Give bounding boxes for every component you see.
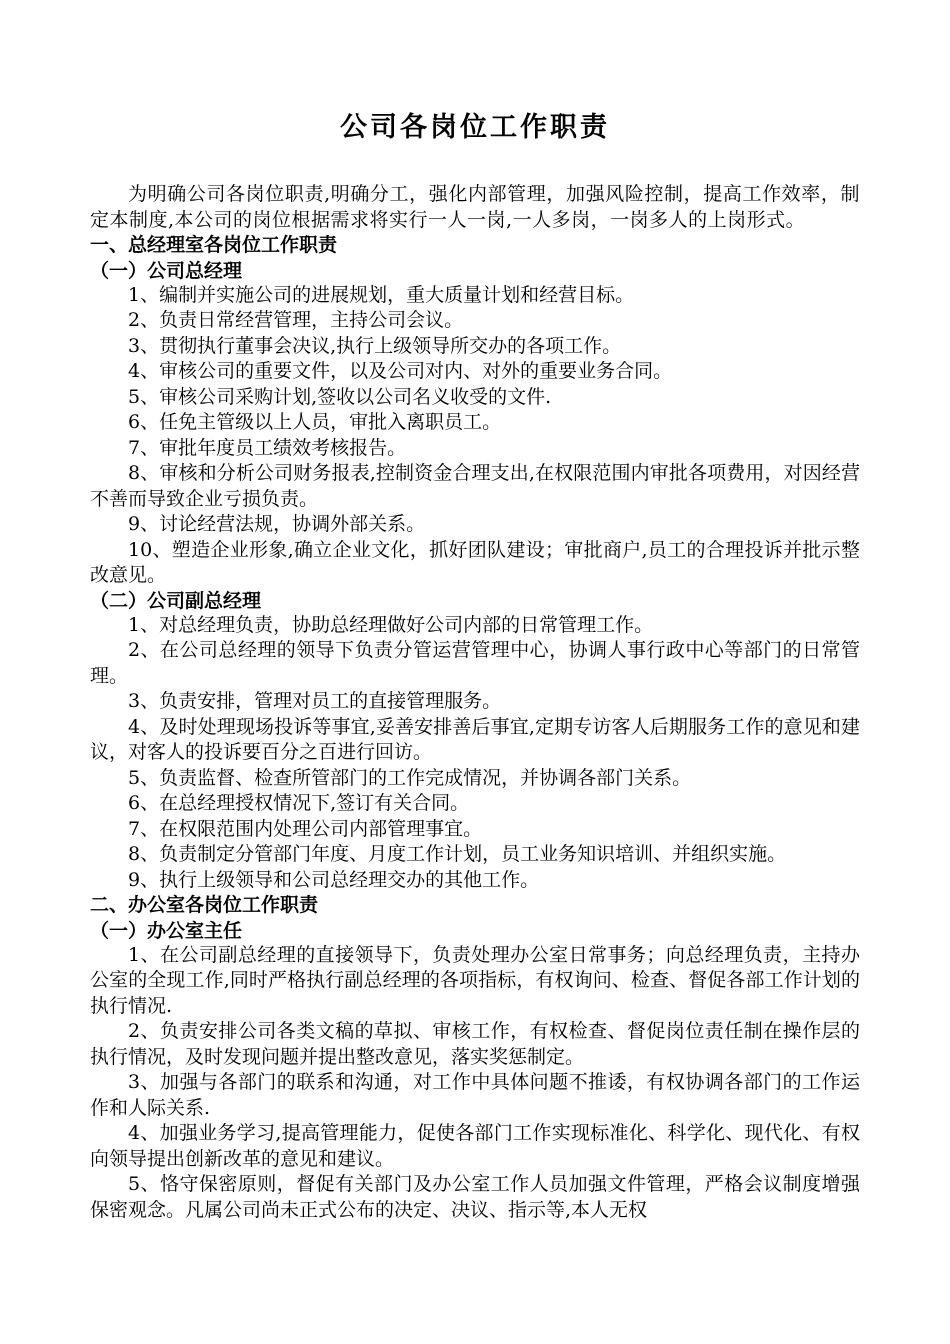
duty-item: 4、审核公司的重要文件，以及公司对内、对外的重要业务合同。 — [128, 360, 673, 382]
intro-paragraph: 为明确公司各岗位职责,明确分工，强化内部管理，加强风险控制，提高工作效率，制定本制度,本公司的岗位根据需求将实行一人一岗,一人多岗，一岗多人的上岗形式。 — [90, 183, 860, 231]
document-page — [90, 98, 860, 1223]
document-title: 公司各岗位工作职责 — [340, 112, 610, 143]
section-heading: 一、总经理室各岗位工作职责 — [90, 234, 338, 256]
subsection-heading: （二）公司副总经理 — [90, 589, 262, 612]
duty-item: 3、负责安排，管理对员工的直接管理服务。 — [128, 690, 502, 712]
duty-item: 1、编制并实施公司的进展规划，重大质量计划和经营目标。 — [128, 283, 635, 306]
section-heading: 二、办公室各岗位工作职责 — [90, 894, 319, 916]
duty-item: 1、在公司副总经理的直接领导下，负责处理办公室日常事务；向总经理负责，主持办公室的全现工作,同时严格执行副总经理的各项指标，有权询问、检查、督促各部工作计划的执行情况. — [90, 943, 860, 1017]
duty-item: 9、执行上级领导和公司总经理交办的其他工作。 — [128, 868, 540, 891]
subsection-heading: （一）办公室主任 — [90, 919, 243, 942]
duty-item: 9、讨论经营法规，协调外部关系。 — [128, 513, 426, 535]
duty-item: 7、审批年度员工绩效考核报告。 — [128, 436, 407, 459]
duty-item: 7、在权限范围内处理公司内部管理事宜。 — [128, 817, 483, 840]
duty-item: 1、对总经理负责，协助总经理做好公司内部的日常管理工作。 — [128, 613, 654, 636]
duty-item: 6、任免主管级以上人员，审批入离职员工。 — [128, 411, 502, 433]
duty-item: 4、加强业务学习,提高管理能力，促使各部门工作实现标准化、科学化、现代化、有权向领导提出创新改革的意见和建议。 — [90, 1122, 860, 1170]
subsection-heading: （一）公司总经理 — [90, 259, 243, 282]
duty-item: 10、塑造企业形象,确立企业文化，抓好团队建设；审批商户,员工的合理投诉并批示整改意见。 — [90, 538, 860, 586]
duty-item: 8、审核和分析公司财务报表,控制资金合理支出,在权限范围内审批各项费用，对因经营不善而导致企业亏损负责。 — [90, 462, 860, 510]
duty-item: 5、恪守保密原则，督促有关部门及办公室工作人员加强文件管理，严格会议制度增强保密观念。凡属公司尚未正式公布的决定、决议、指示等,本人无权 — [90, 1173, 860, 1221]
duty-item: 8、负责制定分管部门年度、月度工作计划，员工业务知识培训、并组织实施。 — [128, 843, 787, 865]
duty-item: 3、加强与各部门的联系和沟通，对工作中具体问题不推诿，有权协调各部门的工作运作和人际关系. — [90, 1071, 860, 1119]
duty-item: 2、负责日常经营管理，主持公司会议。 — [128, 309, 464, 331]
duty-item: 5、审核公司采购计划,签收以公司名义收受的文件. — [128, 385, 552, 408]
duty-item: 6、在总经理授权情况下,签订有关合同。 — [128, 792, 470, 814]
document-body — [90, 233, 860, 1223]
duty-item: 4、及时处理现场投诉等事宜,妥善安排善后事宜,定期专访客人后期服务工作的意见和建议，对客人的投诉要百分之百进行回访。 — [90, 715, 860, 763]
duty-item: 2、负责安排公司各类文稿的草拟、审核工作，有权检查、督促岗位责任制在操作层的执行情况，及时发现问题并提出整改意见，落实奖惩制定。 — [90, 1020, 860, 1068]
duty-item: 5、负责监督、检查所管部门的工作完成情况，并协调各部门关系。 — [128, 766, 692, 789]
duty-item: 3、贯彻执行董事会决议,执行上级领导所交办的各项工作。 — [128, 334, 622, 357]
duty-item: 2、在公司总经理的领导下负责分管运营管理中心，协调人事行政中心等部门的日常管理。 — [90, 639, 860, 687]
